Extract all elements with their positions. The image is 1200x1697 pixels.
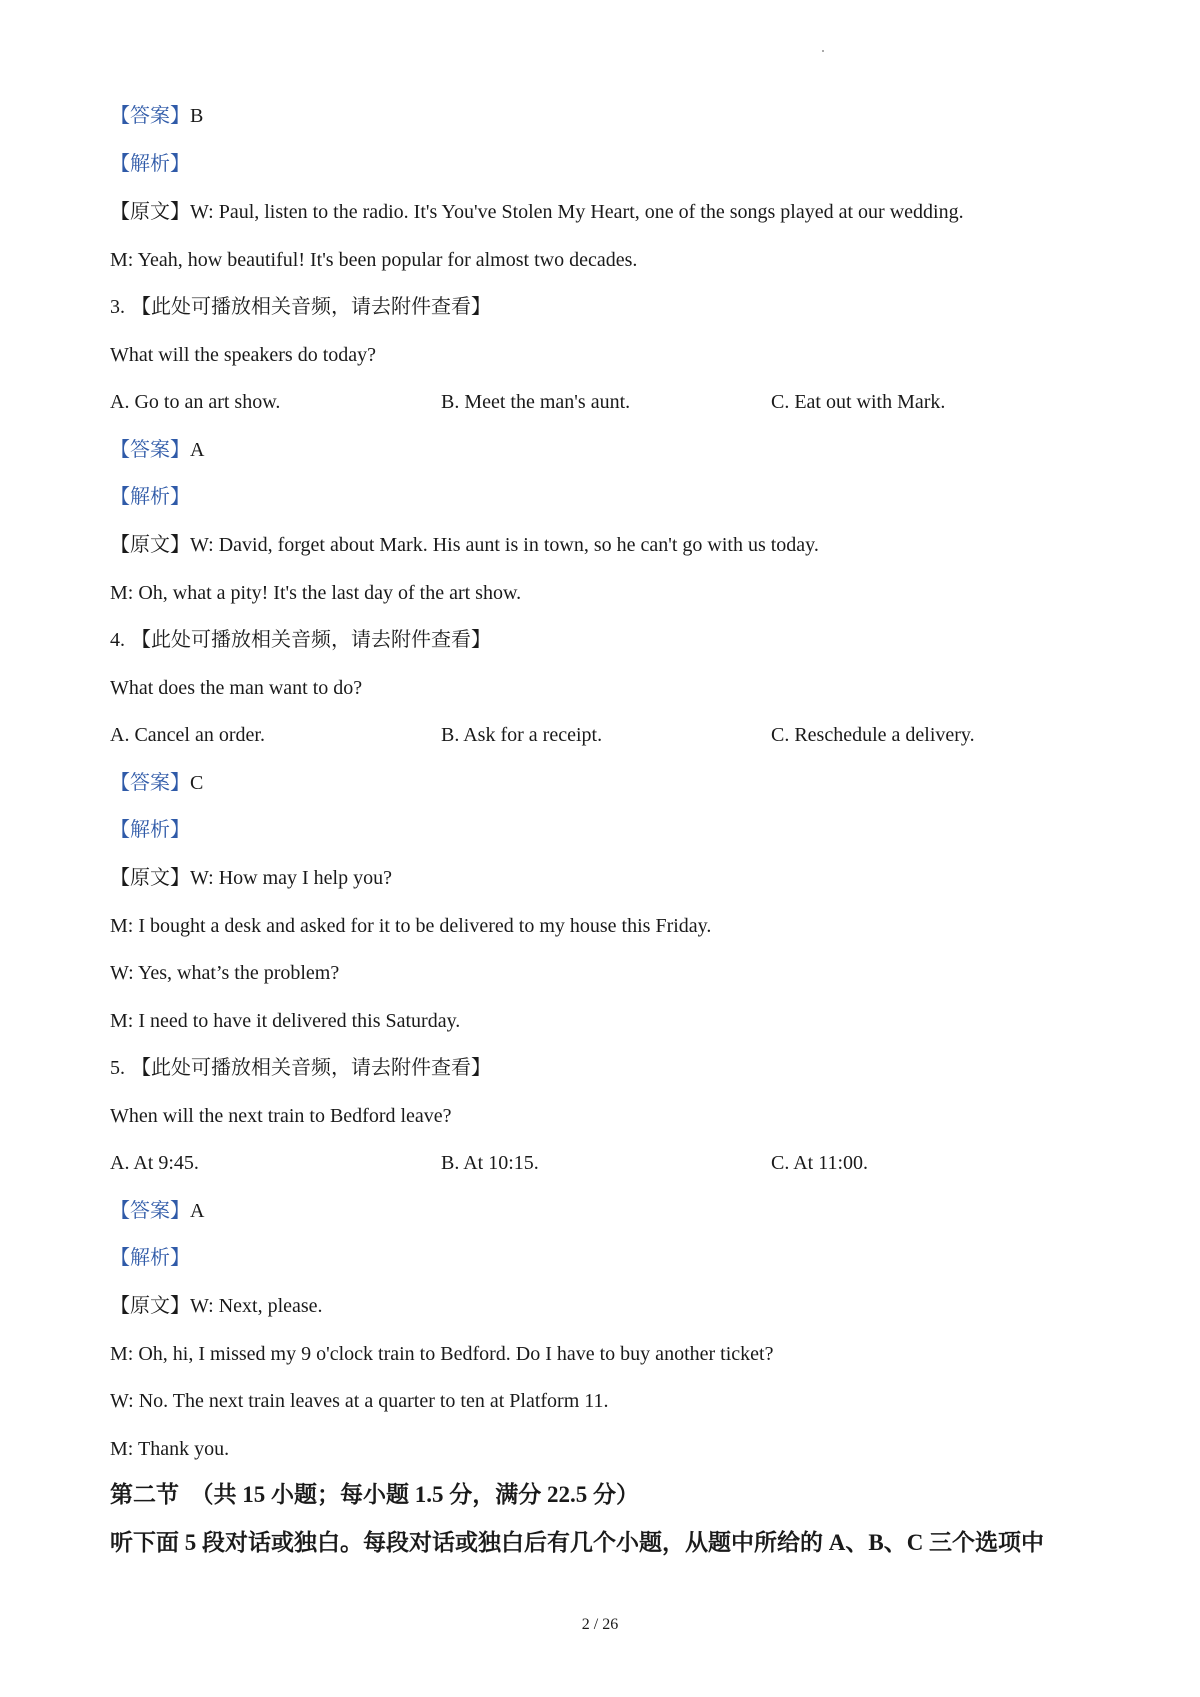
audio-note: 【此处可播放相关音频，请去附件查看】 xyxy=(131,1057,491,1079)
page-number: 2 / 26 xyxy=(581,1616,619,1633)
section-instruction: 听下面 5 段对话或独白。每段对话或独白后有几个小题，从题中所给的 A、B、C 三个选项中 xyxy=(110,1530,1045,1555)
q5-transcript-3: M: Thank you. xyxy=(110,1438,230,1460)
q3-transcript-line xyxy=(110,531,819,559)
answer-label: 【答案】 xyxy=(110,439,190,461)
analysis-label: 【解析】 xyxy=(110,819,190,841)
q5-transcript-2: W: No. The next train leaves at a quarter to ten at Platform 11. xyxy=(110,1390,609,1412)
q4-option-b: B. Ask for a receipt. xyxy=(441,724,603,746)
q5-number: 5. xyxy=(110,1057,125,1079)
q4-transcript-line xyxy=(110,864,392,892)
q5-option-a: A. At 9:45. xyxy=(110,1152,199,1174)
analysis-label: 【解析】 xyxy=(110,153,190,175)
q5-answer-line xyxy=(110,1197,204,1225)
q3-header xyxy=(110,293,491,321)
q2-answer-line xyxy=(110,102,203,130)
q5-option-b: B. At 10:15. xyxy=(441,1152,539,1174)
audio-note: 【此处可播放相关音频，请去附件查看】 xyxy=(131,629,491,651)
q3-question: What will the speakers do today? xyxy=(110,344,377,366)
original-label: 【原文】 xyxy=(110,201,190,223)
q3-number: 3. xyxy=(110,296,125,318)
analysis-label: 【解析】 xyxy=(110,1247,190,1269)
analysis-label: 【解析】 xyxy=(110,486,190,508)
q5-transcript-1: M: Oh, hi, I missed my 9 o'clock train to Bedford. Do I have to buy another ticket? xyxy=(110,1343,774,1365)
scan-dot xyxy=(822,50,824,52)
q4-number: 4. xyxy=(110,629,125,651)
original-label: 【原文】 xyxy=(110,867,190,889)
q3-answer: A xyxy=(190,439,205,461)
q4-option-c: C. Reschedule a delivery. xyxy=(771,724,975,746)
q5-transcript-line xyxy=(110,1292,323,1320)
section-title: 第二节 （共 15 小题；每小题 1.5 分，满分 22.5 分） xyxy=(110,1482,639,1507)
answer-label: 【答案】 xyxy=(110,105,190,127)
q4-option-a: A. Cancel an order. xyxy=(110,724,265,746)
q3-analysis-line xyxy=(110,483,190,511)
q4-transcript-0: W: How may I help you? xyxy=(190,867,392,889)
q4-header xyxy=(110,626,491,654)
q3-answer-line xyxy=(110,436,204,464)
q4-analysis-line xyxy=(110,816,190,844)
q4-transcript-1: M: I bought a desk and asked for it to be delivered to my house this Friday. xyxy=(110,915,712,937)
answer-label: 【答案】 xyxy=(110,1200,190,1222)
q5-transcript-0: W: Next, please. xyxy=(190,1295,323,1317)
q4-question: What does the man want to do? xyxy=(110,677,363,699)
q3-option-c: C. Eat out with Mark. xyxy=(771,391,946,413)
q2-transcript-line xyxy=(110,198,964,226)
audio-note: 【此处可播放相关音频，请去附件查看】 xyxy=(131,296,491,318)
original-label: 【原文】 xyxy=(110,534,190,556)
q3-transcript-1: M: Oh, what a pity! It's the last day of the art show. xyxy=(110,582,522,604)
answer-label: 【答案】 xyxy=(110,772,190,794)
q3-option-b: B. Meet the man's aunt. xyxy=(441,391,631,413)
q2-transcript-0: W: Paul, listen to the radio. It's You've Stolen My Heart, one of the songs played at our wedding. xyxy=(190,201,964,223)
q2-analysis-line xyxy=(110,150,190,178)
q5-question: When will the next train to Bedford leave? xyxy=(110,1105,452,1127)
original-label: 【原文】 xyxy=(110,1295,190,1317)
q2-transcript-1: M: Yeah, how beautiful! It's been popular for almost two decades. xyxy=(110,249,638,271)
q3-option-a: A. Go to an art show. xyxy=(110,391,281,413)
q5-option-c: C. At 11:00. xyxy=(771,1152,869,1174)
q4-answer-line xyxy=(110,769,203,797)
q5-answer: A xyxy=(190,1200,205,1222)
q5-analysis-line xyxy=(110,1244,190,1272)
q2-answer: B xyxy=(190,105,204,127)
q4-answer: C xyxy=(190,772,204,794)
q4-transcript-3: M: I need to have it delivered this Saturday. xyxy=(110,1010,461,1032)
q5-header xyxy=(110,1054,491,1082)
q3-transcript-0: W: David, forget about Mark. His aunt is in town, so he can't go with us today. xyxy=(190,534,819,556)
q4-transcript-2: W: Yes, what’s the problem? xyxy=(110,962,340,984)
